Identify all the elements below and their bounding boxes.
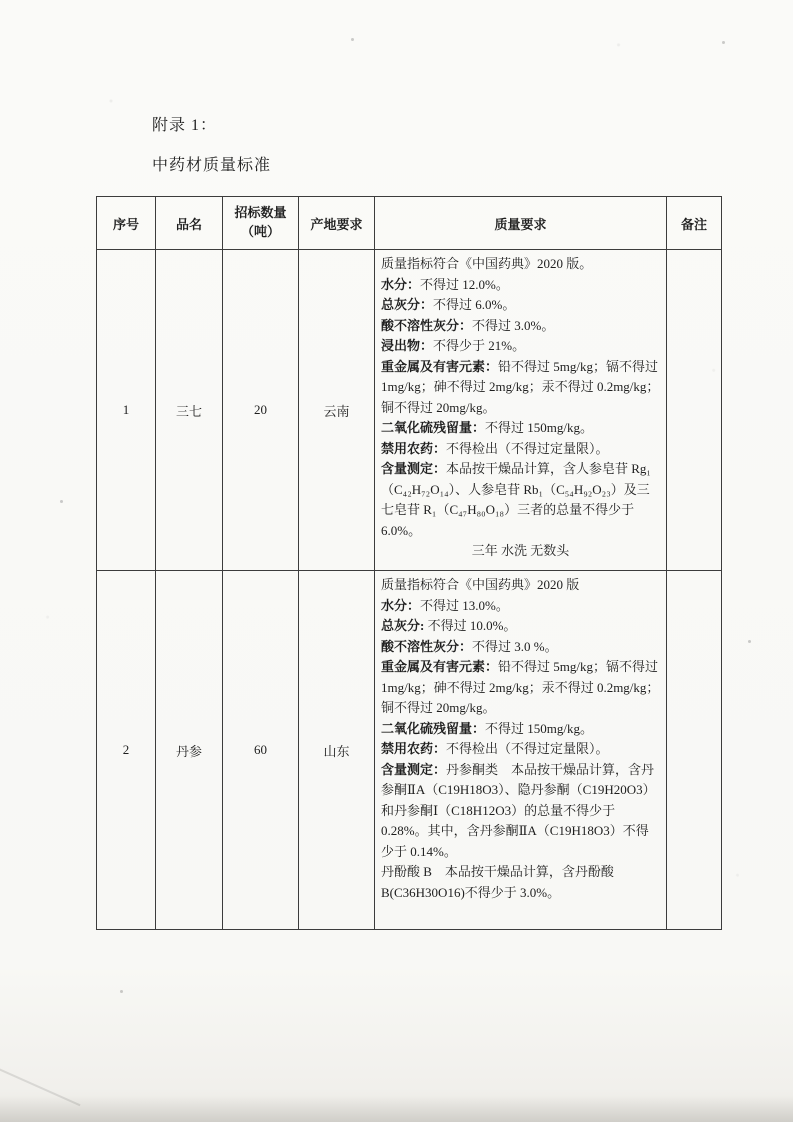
cell-index: 1 (97, 250, 156, 571)
cell-remark (667, 571, 722, 930)
scan-speckle (60, 500, 63, 503)
quality-line-text: 不得过 150mg/kg。 (485, 720, 593, 736)
quality-line-label: 禁用农药： (381, 741, 447, 757)
quality-line-text: 不得过 10.0%。 (424, 618, 517, 634)
cell-quantity: 20 (223, 250, 299, 571)
table-row (97, 571, 722, 930)
quality-line-text: 铅不得过 5mg/kg；镉不得过 1mg/kg；砷不得过 2mg/kg；汞不得过 0.2mg/kg；铜不得过 20mg/kg。 (381, 358, 660, 415)
quality-line-text: 不得过 3.0 %。 (472, 638, 558, 654)
quality-line-label: 含量测定： (381, 761, 447, 777)
header-quantity-line1: 招标数量 (234, 205, 287, 221)
cell-origin: 山东 (299, 571, 375, 930)
quality-line (381, 657, 660, 719)
scan-speckle (351, 38, 354, 41)
header-name: 品名 (156, 197, 223, 250)
scan-edge-shadow (0, 1096, 793, 1122)
quality-line-text: 丹参酮类 本品按干燥品计算，含丹参酮ⅡA（C19H18O3）、隐丹参酮（C19H20O3）和丹参酮Ⅰ（C18H12O3）的总量不得少于 0.28%。其中，含丹参酮ⅡA（C19H18O3）不得少于 0.14%。 (381, 761, 656, 859)
quality-line-label: 重金属及有害元素： (381, 358, 499, 374)
quality-lines (381, 575, 660, 904)
quality-line (381, 254, 660, 275)
quality-line-label: 酸不溶性灰分： (381, 638, 473, 654)
cell-quality (375, 250, 667, 571)
page-title: 中药材质量标准 (152, 157, 272, 174)
quality-line-text: 不得过 13.0%。 (420, 597, 509, 613)
quality-line-label: 酸不溶性灰分： (381, 317, 473, 333)
quality-line-label: 含量测定： (381, 461, 447, 477)
quality-line-text: 不得过 3.0%。 (472, 317, 555, 333)
quality-line (381, 862, 660, 903)
cell-name: 丹参 (156, 571, 223, 930)
cell-quantity: 60 (223, 571, 299, 930)
quality-line (381, 439, 660, 460)
header-quantity (223, 197, 299, 250)
quality-line (381, 336, 660, 357)
quality-line-text: 铅不得过 5mg/kg；镉不得过 1mg/kg；砷不得过 2mg/kg；汞不得过 0.2mg/kg；铜不得过 20mg/kg。 (381, 659, 660, 716)
quality-standards-table (96, 196, 722, 930)
quality-line (381, 275, 660, 296)
cell-origin: 云南 (299, 250, 375, 571)
quality-line (381, 357, 660, 419)
cell-quality (375, 571, 667, 930)
quality-line-label: 水分： (381, 276, 421, 292)
cell-index: 2 (97, 571, 156, 930)
quality-line-text: 不得过 150mg/kg。 (485, 420, 593, 436)
table-row (97, 250, 722, 571)
quality-line-text: 不得检出（不得过定量限）。 (446, 440, 609, 456)
quality-line-text: 质量指标符合《中国药典》2020 版 (381, 577, 580, 592)
cell-name: 三七 (156, 250, 223, 571)
quality-line (381, 739, 660, 760)
quality-line (381, 418, 660, 439)
quality-line-label: 二氧化硫残留量： (381, 720, 486, 736)
scan-speckle (748, 640, 751, 643)
quality-line-label: 重金属及有害元素： (381, 659, 499, 675)
header-remark: 备注 (667, 197, 722, 250)
scan-corner-line (0, 1068, 81, 1106)
scan-speckle (120, 990, 123, 993)
quality-line (381, 616, 660, 637)
quality-line (381, 719, 660, 740)
quality-line-text: 不得过 6.0%。 (433, 297, 516, 313)
quality-line (381, 316, 660, 337)
quality-line (381, 295, 660, 316)
quality-line-text: 质量指标符合《中国药典》2020 版。 (381, 256, 593, 271)
quality-lines (381, 254, 660, 562)
quality-line (381, 596, 660, 617)
table-header-row (97, 197, 722, 250)
quality-line-text: 本品按干燥品计算，含人参皂苷 Rg₁（C₄₂H₇₂O₁₄）、人参皂苷 Rb₁（C₅₄H₉₂O₂₃）及三七皂苷 R₁（C₄₇H₈₀O₁₈）三者的总量不得少于 6.0%。 (381, 461, 651, 538)
header-quantity-line2: （吨） (240, 224, 280, 239)
quality-line (381, 637, 660, 658)
quality-line-label: 水分： (381, 597, 421, 613)
appendix-label: 附录 1： (152, 117, 218, 134)
header-index: 序号 (97, 197, 156, 250)
quality-line (381, 575, 660, 596)
quality-line-label: 禁用农药： (381, 440, 447, 456)
quality-line-label: 总灰分： (381, 297, 434, 313)
quality-line (381, 459, 660, 541)
quality-line (381, 760, 660, 863)
quality-line-label: 浸出物： (381, 338, 434, 354)
quality-line-text: 不得过 12.0%。 (420, 276, 509, 292)
quality-line-text: 三年 水洗 无数头 (471, 543, 570, 559)
quality-line (381, 541, 660, 562)
scan-speckle (722, 41, 725, 44)
header-quality: 质量要求 (375, 197, 667, 250)
header-origin: 产地要求 (299, 197, 375, 250)
quality-line-label: 总灰分: (381, 618, 425, 634)
quality-line-text: 不得少于 21%。 (433, 338, 526, 354)
quality-line-text: 不得检出（不得过定量限）。 (446, 741, 609, 757)
quality-line-text: 丹酚酸 B 本品按干燥品计算，含丹酚酸 B(C36H30O16)不得少于 3.0%。 (381, 864, 614, 900)
cell-remark (667, 250, 722, 571)
quality-line-label: 二氧化硫残留量： (381, 420, 486, 436)
